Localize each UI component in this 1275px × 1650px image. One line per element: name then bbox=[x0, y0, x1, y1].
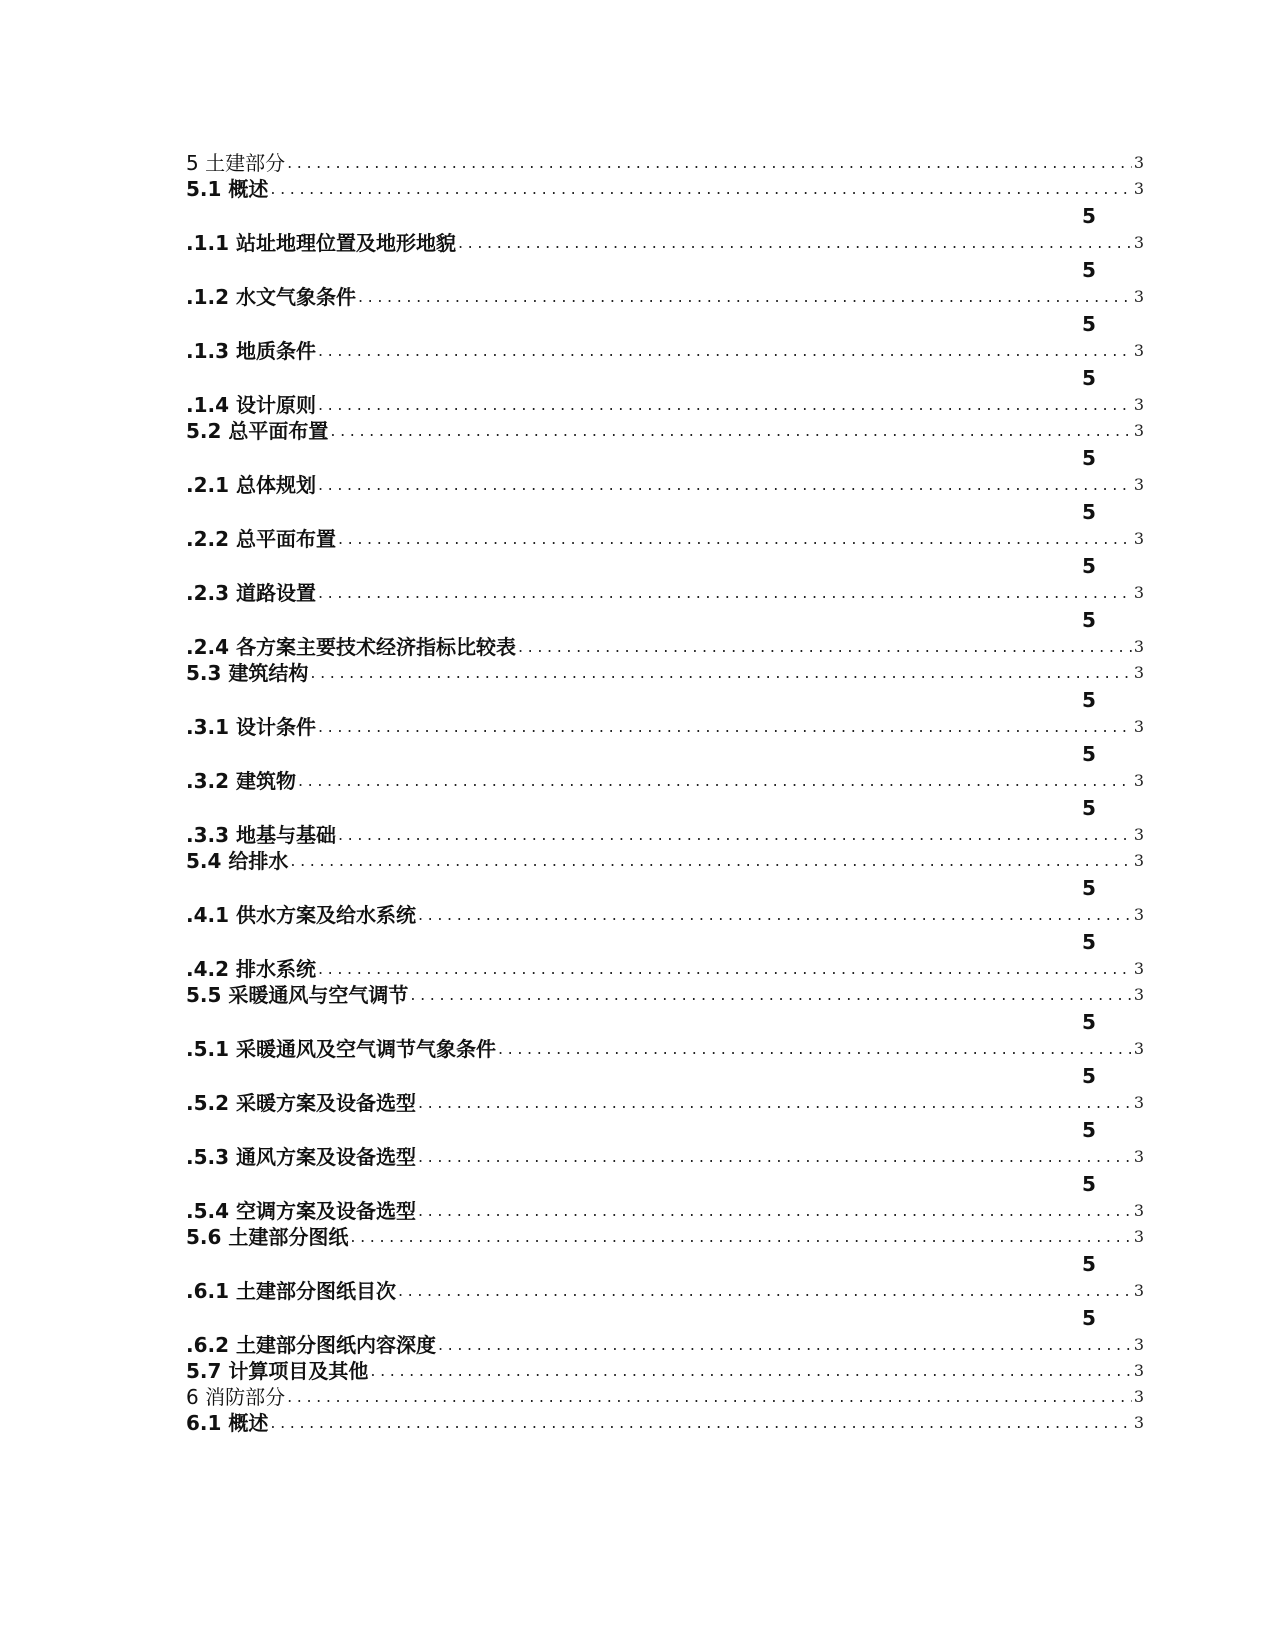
toc-entry-title[interactable]: .1.2 水文气象条件 bbox=[186, 285, 356, 309]
toc-line bbox=[186, 1410, 1144, 1436]
toc-page-number: 3 bbox=[1133, 1093, 1144, 1112]
toc-page-number: 3 bbox=[1133, 233, 1144, 252]
toc-entry-title[interactable]: 5 土建部分 bbox=[186, 151, 286, 175]
toc-entry-title[interactable]: .2.4 各方案主要技术经济指标比较表 bbox=[186, 635, 516, 659]
toc-entry[interactable] bbox=[186, 256, 1144, 310]
toc-entry-title[interactable]: .6.1 土建部分图纸目次 bbox=[186, 1279, 396, 1303]
toc-entry-chapter-number: 5 bbox=[1082, 688, 1096, 712]
toc-entry-chapter-number: 5 bbox=[1082, 204, 1096, 228]
toc-line bbox=[186, 848, 1144, 874]
dot-leader bbox=[330, 418, 1131, 444]
toc-page-number: 3 bbox=[1133, 771, 1144, 790]
toc-entry-chapter-number: 5 bbox=[1082, 930, 1096, 954]
toc-entry[interactable] bbox=[186, 418, 1144, 444]
toc-entry-chapter-number: 5 bbox=[1082, 554, 1096, 578]
toc-entry[interactable] bbox=[186, 1062, 1144, 1116]
dot-leader bbox=[418, 1198, 1132, 1224]
dot-leader bbox=[338, 526, 1132, 552]
toc-entry-chapter-number: 5 bbox=[1082, 1118, 1096, 1142]
toc-entry[interactable] bbox=[186, 310, 1144, 364]
toc-entry-chapter-number: 5 bbox=[1082, 500, 1096, 524]
toc-entry-title[interactable]: 6.1 概述 bbox=[186, 1411, 269, 1435]
toc-line bbox=[186, 472, 1144, 498]
toc-line bbox=[186, 956, 1144, 982]
toc-entry-chapter-number: 5 bbox=[1082, 876, 1096, 900]
toc-page-number: 3 bbox=[1133, 825, 1144, 844]
dot-leader bbox=[418, 1144, 1132, 1170]
toc-entry-title[interactable]: .2.1 总体规划 bbox=[186, 473, 316, 497]
toc-line bbox=[186, 768, 1144, 794]
toc-entry-title[interactable]: .2.2 总平面布置 bbox=[186, 527, 336, 551]
toc-page-number: 3 bbox=[1133, 637, 1144, 656]
toc-entry-title[interactable]: .5.4 空调方案及设备选型 bbox=[186, 1199, 416, 1223]
toc-page-number: 3 bbox=[1133, 1147, 1144, 1166]
toc-page-number: 3 bbox=[1133, 905, 1144, 924]
toc-entry-title[interactable]: 5.6 土建部分图纸 bbox=[186, 1225, 349, 1249]
toc-line bbox=[186, 1278, 1144, 1304]
toc-entry[interactable] bbox=[186, 928, 1144, 982]
toc-entry-title[interactable]: .4.2 排水系统 bbox=[186, 957, 316, 981]
toc-page-number: 3 bbox=[1133, 475, 1144, 494]
dot-leader bbox=[358, 284, 1132, 310]
toc-entry-chapter-number: 5 bbox=[1082, 742, 1096, 766]
toc-entry[interactable] bbox=[186, 606, 1144, 660]
toc-line bbox=[186, 982, 1144, 1008]
toc-line bbox=[186, 392, 1144, 418]
toc-entry[interactable] bbox=[186, 1384, 1144, 1410]
toc-entry-title[interactable]: .4.1 供水方案及给水系统 bbox=[186, 903, 416, 927]
toc-entry-title[interactable]: .5.1 采暖通风及空气调节气象条件 bbox=[186, 1037, 496, 1061]
toc-page-number: 3 bbox=[1133, 1413, 1144, 1432]
toc-line bbox=[186, 1332, 1144, 1358]
dot-leader bbox=[310, 660, 1131, 686]
toc-entry-title[interactable]: .3.1 设计条件 bbox=[186, 715, 316, 739]
dot-leader bbox=[270, 176, 1131, 202]
toc-entry-title[interactable]: .2.3 道路设置 bbox=[186, 581, 316, 605]
toc-entry-title[interactable]: 5.7 计算项目及其他 bbox=[186, 1359, 369, 1383]
toc-entry[interactable] bbox=[186, 1250, 1144, 1304]
toc-entry[interactable] bbox=[186, 686, 1144, 740]
table-of-contents bbox=[186, 150, 1144, 1436]
toc-entry[interactable] bbox=[186, 740, 1144, 794]
toc-page-number: 3 bbox=[1133, 717, 1144, 736]
toc-entry-title[interactable]: 5.1 概述 bbox=[186, 177, 269, 201]
toc-entry-chapter-number: 5 bbox=[1082, 796, 1096, 820]
toc-line bbox=[186, 1144, 1144, 1170]
toc-entry-chapter-number: 5 bbox=[1082, 366, 1096, 390]
toc-page-number: 3 bbox=[1133, 1227, 1144, 1246]
toc-page-number: 3 bbox=[1133, 395, 1144, 414]
toc-entry-title[interactable]: .6.2 土建部分图纸内容深度 bbox=[186, 1333, 436, 1357]
dot-leader bbox=[318, 338, 1132, 364]
toc-page-number: 3 bbox=[1133, 1335, 1144, 1354]
toc-line bbox=[186, 1198, 1144, 1224]
toc-entry[interactable] bbox=[186, 1410, 1144, 1436]
toc-entry-title[interactable]: .3.2 建筑物 bbox=[186, 769, 296, 793]
toc-entry-chapter-number: 5 bbox=[1082, 608, 1096, 632]
dot-leader bbox=[318, 392, 1132, 418]
toc-line bbox=[186, 230, 1144, 256]
dot-leader bbox=[338, 822, 1132, 848]
toc-entry-title[interactable]: 6 消防部分 bbox=[186, 1385, 286, 1409]
toc-line bbox=[186, 1036, 1144, 1062]
toc-entry-chapter-number: 5 bbox=[1082, 312, 1096, 336]
toc-line bbox=[186, 1224, 1144, 1250]
toc-entry[interactable] bbox=[186, 444, 1144, 498]
toc-entry[interactable] bbox=[186, 150, 1144, 176]
toc-entry[interactable] bbox=[186, 1008, 1144, 1062]
toc-entry-chapter-number: 5 bbox=[1082, 1064, 1096, 1088]
toc-entry-chapter-number: 5 bbox=[1082, 1306, 1096, 1330]
toc-page-number: 3 bbox=[1133, 179, 1144, 198]
toc-entry[interactable] bbox=[186, 982, 1144, 1008]
dot-leader bbox=[290, 848, 1131, 874]
dot-leader bbox=[318, 714, 1132, 740]
toc-entry[interactable] bbox=[186, 1224, 1144, 1250]
toc-entry[interactable] bbox=[186, 660, 1144, 686]
toc-entry-chapter-number: 5 bbox=[1082, 446, 1096, 470]
toc-page-number: 3 bbox=[1133, 341, 1144, 360]
toc-line bbox=[186, 176, 1144, 202]
toc-page-number: 3 bbox=[1133, 959, 1144, 978]
toc-entry-title[interactable]: .5.2 采暖方案及设备选型 bbox=[186, 1091, 416, 1115]
toc-entry[interactable] bbox=[186, 794, 1144, 848]
toc-entry-title[interactable]: .1.4 设计原则 bbox=[186, 393, 316, 417]
toc-entry[interactable] bbox=[186, 848, 1144, 874]
toc-entry[interactable] bbox=[186, 874, 1144, 928]
toc-entry-chapter-number: 5 bbox=[1082, 1172, 1096, 1196]
dot-leader bbox=[458, 230, 1132, 256]
toc-line bbox=[186, 526, 1144, 552]
toc-page-number: 3 bbox=[1133, 663, 1144, 682]
dot-leader bbox=[410, 982, 1131, 1008]
toc-line bbox=[186, 1090, 1144, 1116]
dot-leader bbox=[350, 1224, 1131, 1250]
toc-entry-title[interactable]: 5.2 总平面布置 bbox=[186, 419, 329, 443]
toc-entry-title[interactable]: .5.3 通风方案及设备选型 bbox=[186, 1145, 416, 1169]
toc-entry-chapter-number: 5 bbox=[1082, 1252, 1096, 1276]
toc-line bbox=[186, 338, 1144, 364]
toc-line bbox=[186, 418, 1144, 444]
toc-entry-title[interactable]: 5.4 给排水 bbox=[186, 849, 289, 873]
toc-entry-chapter-number: 5 bbox=[1082, 1010, 1096, 1034]
dot-leader bbox=[287, 1384, 1132, 1410]
toc-entry[interactable] bbox=[186, 552, 1144, 606]
dot-leader bbox=[318, 472, 1132, 498]
dot-leader bbox=[318, 956, 1132, 982]
dot-leader bbox=[438, 1332, 1132, 1358]
toc-entry-title[interactable]: .1.1 站址地理位置及地形地貌 bbox=[186, 231, 456, 255]
toc-page-number: 3 bbox=[1133, 583, 1144, 602]
toc-line bbox=[186, 284, 1144, 310]
toc-entry-title[interactable]: .1.3 地质条件 bbox=[186, 339, 316, 363]
toc-entry[interactable] bbox=[186, 1116, 1144, 1170]
toc-page-number: 3 bbox=[1133, 153, 1144, 172]
toc-line bbox=[186, 1384, 1144, 1410]
toc-page-number: 3 bbox=[1133, 529, 1144, 548]
toc-line bbox=[186, 580, 1144, 606]
dot-leader bbox=[498, 1036, 1132, 1062]
toc-entry[interactable] bbox=[186, 176, 1144, 202]
dot-leader bbox=[370, 1358, 1131, 1384]
toc-page-number: 3 bbox=[1133, 421, 1144, 440]
toc-entry[interactable] bbox=[186, 1358, 1144, 1384]
toc-page-number: 3 bbox=[1133, 1361, 1144, 1380]
toc-page-number: 3 bbox=[1133, 1201, 1144, 1220]
toc-entry[interactable] bbox=[186, 364, 1144, 418]
dot-leader bbox=[287, 150, 1132, 176]
dot-leader bbox=[270, 1410, 1131, 1436]
toc-line bbox=[186, 902, 1144, 928]
toc-page-number: 3 bbox=[1133, 1387, 1144, 1406]
toc-line bbox=[186, 150, 1144, 176]
toc-entry-title[interactable]: 5.3 建筑结构 bbox=[186, 661, 309, 685]
toc-line bbox=[186, 660, 1144, 686]
dot-leader bbox=[418, 902, 1132, 928]
toc-page-number: 3 bbox=[1133, 985, 1144, 1004]
dot-leader bbox=[418, 1090, 1132, 1116]
toc-entry[interactable] bbox=[186, 1170, 1144, 1224]
toc-entry-title[interactable]: 5.5 采暖通风与空气调节 bbox=[186, 983, 409, 1007]
toc-page-number: 3 bbox=[1133, 287, 1144, 306]
toc-entry-title[interactable]: .3.3 地基与基础 bbox=[186, 823, 336, 847]
toc-page-number: 3 bbox=[1133, 851, 1144, 870]
toc-line bbox=[186, 1358, 1144, 1384]
toc-entry[interactable] bbox=[186, 202, 1144, 256]
toc-page-number: 3 bbox=[1133, 1039, 1144, 1058]
toc-entry[interactable] bbox=[186, 498, 1144, 552]
toc-line bbox=[186, 822, 1144, 848]
toc-entry-chapter-number: 5 bbox=[1082, 258, 1096, 282]
dot-leader bbox=[298, 768, 1132, 794]
dot-leader bbox=[518, 634, 1132, 660]
toc-entry[interactable] bbox=[186, 1304, 1144, 1358]
dot-leader bbox=[318, 580, 1132, 606]
toc-line bbox=[186, 714, 1144, 740]
dot-leader bbox=[398, 1278, 1132, 1304]
toc-line bbox=[186, 634, 1144, 660]
toc-page-number: 3 bbox=[1133, 1281, 1144, 1300]
